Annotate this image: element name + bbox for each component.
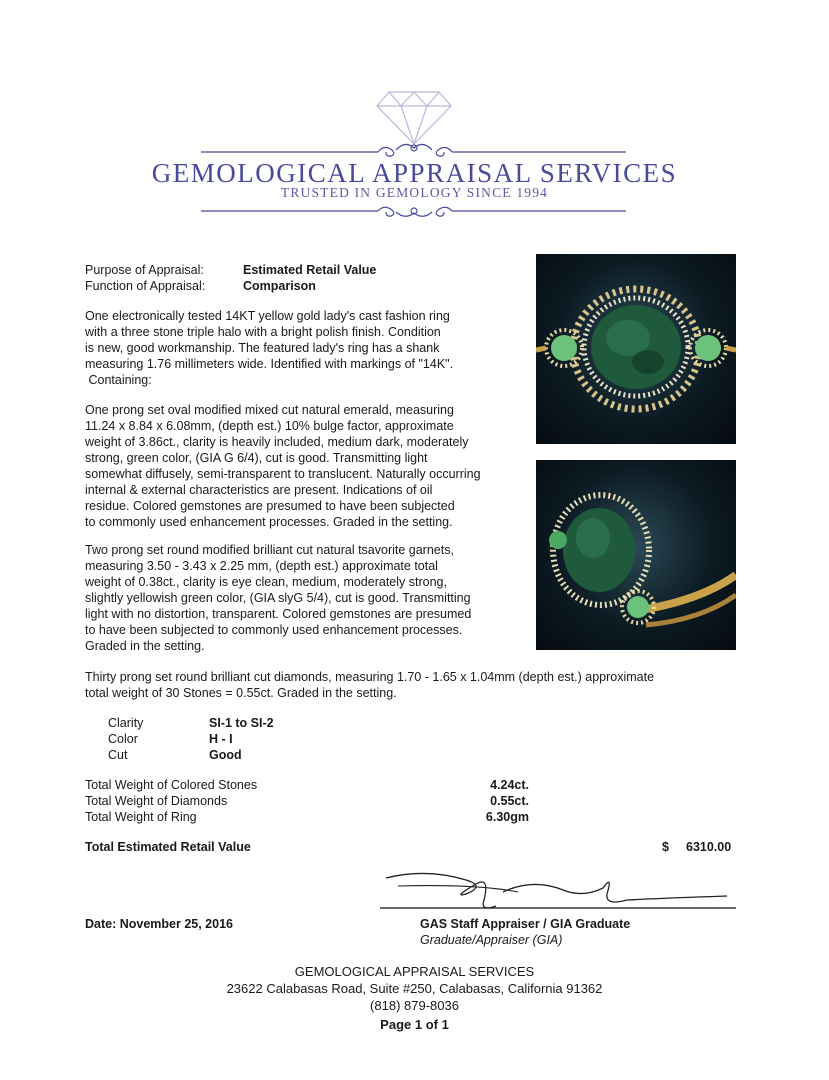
footer-address: 23622 Calabasas Road, Suite #250, Calabasas, California 91362 xyxy=(226,981,603,996)
ornament-top xyxy=(201,144,626,156)
weight-totals xyxy=(85,777,545,825)
purpose-row xyxy=(85,262,525,278)
text-line: light with no distortion, transparent. Colored gemstones are presumed xyxy=(85,607,472,621)
emerald-description xyxy=(85,402,525,530)
retail-amount: 6310.00 xyxy=(686,840,732,854)
text-line: to have been subjected to commonly used enhancement processes. xyxy=(85,623,463,637)
grade-value: SI-1 to SI-2 xyxy=(209,716,274,730)
ring-photo-front xyxy=(536,254,736,444)
total-value: 6.30gm xyxy=(485,810,529,824)
text-line: weight of 0.38ct., clarity is eye clean, medium, moderately strong, xyxy=(85,575,447,589)
text-line: is new, good workmanship. The featured lady's ring has a shank xyxy=(85,341,440,355)
ring-photo-side xyxy=(536,460,736,650)
text-line: Graded in the setting. xyxy=(85,639,205,653)
purpose-value: Estimated Retail Value xyxy=(243,263,377,277)
diamond-grades xyxy=(108,715,408,763)
total-value: 4.24ct. xyxy=(490,778,529,792)
text-line: One prong set oval modified mixed cut natural emerald, measuring xyxy=(85,403,454,417)
total-row xyxy=(85,809,545,825)
footer-company: GEMOLOGICAL APPRAISAL SERVICES xyxy=(294,964,535,979)
text-line: internal & external characteristics are present. Indications of oil xyxy=(85,483,433,497)
company-tagline: TRUSTED IN GEMOLOGY SINCE 1994 xyxy=(280,185,549,200)
text-line: total weight of 30 Stones = 0.55ct. Graded in the setting. xyxy=(85,686,397,700)
ornament-bottom xyxy=(201,207,626,216)
text-line: 11.24 x 8.84 x 6.08mm, (depth est.) 10% bulge factor, approximate xyxy=(85,419,454,433)
text-line: slightly yellowish green color, (GIA slyG 5/4), cut is good. Transmitting xyxy=(85,591,471,605)
ring-description xyxy=(85,308,525,388)
function-label: Function of Appraisal: xyxy=(85,279,206,293)
text-line: weight of 3.86ct., clarity is heavily included, medium dark, moderately xyxy=(85,435,469,449)
grade-value: H - I xyxy=(209,732,233,746)
text-line: to commonly used enhancement processes. Graded in the setting. xyxy=(85,515,453,529)
text-line: residue. Colored gemstones are presumed to have been subjected xyxy=(85,499,455,513)
text-line: Thirty prong set round brilliant cut diamonds, measuring 1.70 - 1.65 x 1.04mm (depth est.) approximate xyxy=(85,670,655,684)
grade-label: Cut xyxy=(108,748,128,762)
grade-row xyxy=(108,731,408,747)
total-label: Total Weight of Diamonds xyxy=(85,794,228,808)
diamond-description xyxy=(85,669,725,701)
grade-label: Color xyxy=(108,732,138,746)
appraiser-subtitle: Graduate/Appraiser (GIA) xyxy=(420,933,563,947)
function-row xyxy=(85,278,525,294)
purpose-label: Purpose of Appraisal: xyxy=(85,263,204,277)
text-line: strong, green color, (GIA G 6/4), cut is good. Transmitting light xyxy=(85,451,428,465)
footer-phone: (818) 879-8036 xyxy=(370,998,459,1013)
appraisal-date: Date: November 25, 2016 xyxy=(85,917,233,931)
text-line: somewhat diffusely, semi-transparent to translucent. Naturally occurring xyxy=(85,467,481,481)
appraiser-title: GAS Staff Appraiser / GIA Graduate xyxy=(420,917,631,931)
diamond-icon xyxy=(377,92,451,144)
garnet-description xyxy=(85,542,525,654)
text-line: measuring 3.50 - 3.43 x 2.25 mm, (depth est.) approximate total xyxy=(85,559,438,573)
text-line: with a three stone triple halo with a bright polish finish. Condition xyxy=(85,325,441,339)
appraiser-signature xyxy=(378,866,738,914)
total-label: Total Weight of Ring xyxy=(85,810,197,824)
grade-value: Good xyxy=(209,748,242,762)
page-number: Page 1 of 1 xyxy=(380,1017,449,1032)
retail-currency: $ xyxy=(662,840,669,854)
grade-row xyxy=(108,715,408,731)
total-value: 0.55ct. xyxy=(490,794,529,808)
total-row xyxy=(85,793,545,809)
company-name: GEMOLOGICAL APPRAISAL SERVICES xyxy=(151,158,678,188)
grade-row xyxy=(108,747,408,763)
text-line: Containing: xyxy=(85,373,152,387)
retail-value-label: Total Estimated Retail Value xyxy=(85,840,251,854)
total-row xyxy=(85,777,545,793)
text-line: measuring 1.76 millimeters wide. Identified with markings of "14K". xyxy=(85,357,454,371)
grade-label: Clarity xyxy=(108,716,144,730)
function-value: Comparison xyxy=(243,279,316,293)
total-label: Total Weight of Colored Stones xyxy=(85,778,258,792)
text-line: One electronically tested 14KT yellow gold lady's cast fashion ring xyxy=(85,309,450,323)
text-line: Two prong set round modified brilliant cut natural tsavorite garnets, xyxy=(85,543,454,557)
